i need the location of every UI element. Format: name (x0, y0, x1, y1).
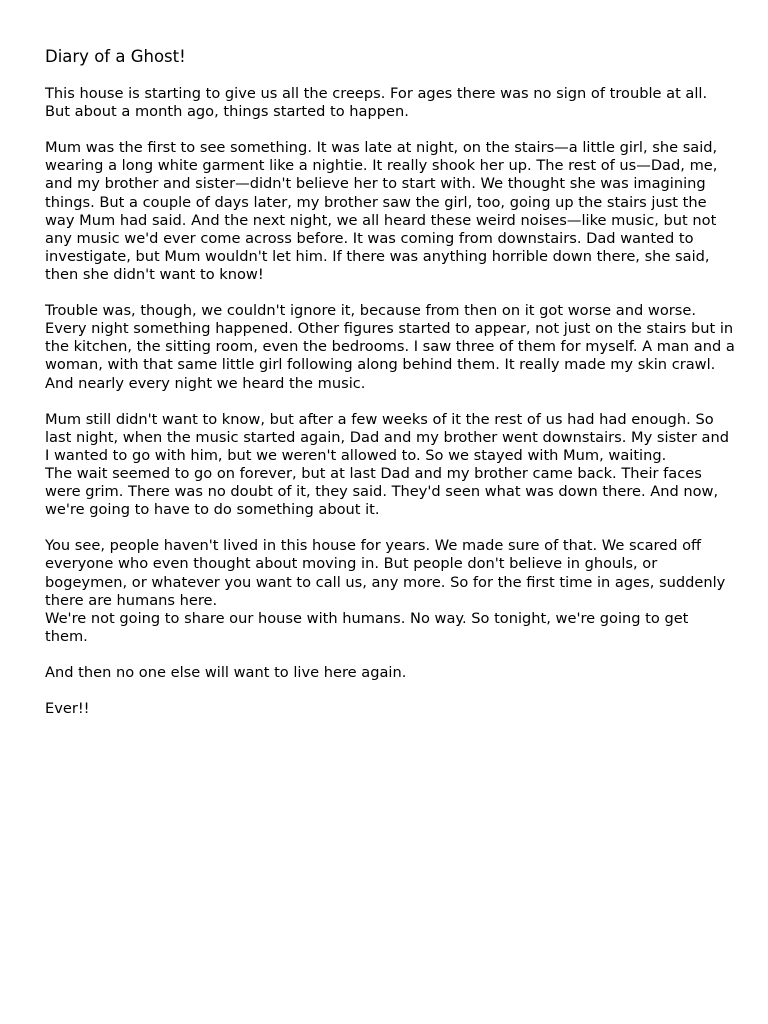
paragraph-7: We're not going to share our house with humans. No way. So tonight, we're going to get them. (45, 609, 689, 645)
paragraph-5: The wait seemed to go on forever, but at last Dad and my brother came back. Their faces were grim. There was no doubt of it, they said. They'd seen what was down there. And now, we're going to have to do something about it. (45, 464, 719, 519)
paragraph-3: Trouble was, though, we couldn't ignore it, because from then on it got worse and worse. Every night something happened. Other figures started to appear, not just on the stairs but in the kitchen, the sitting room, even the bedrooms. I saw three of them for myself. A man and a woman, with that same little girl following along behind them. It really made my skin crawl. And nearly every night we heard the music. (45, 302, 735, 392)
paragraph-9: Ever!! (45, 700, 90, 718)
paragraph-4: Mum still didn't want to know, but after a few weeks of it the rest of us had had enough. So last night, when the music started again, Dad and my brother went downstairs. My sister and I wanted to go with him, but we weren't allowed to. So we stayed with Mum, waiting. (45, 410, 729, 464)
paragraph-8: And then no one else will want to live here again. (45, 664, 407, 681)
paragraph-2: Mum was the first to see something. It was late at night, on the stairs—a little girl, she said, wearing a long white garment like a nightie. It really shook her up. The rest of us—Dad, me, and my brother and sister—didn't believe her to start with. We thought she was imagining things. But a couple of days later, my brother saw the girl, too, going up the stairs just the way Mum had said. And the next night, we all heard these weird noises—like music, but not any music we'd ever come across before. It was coming from downstairs. Dad wanted to investigate, but Mum wouldn't let him. If there was anything horrible down there, she said, then she didn't want to know! (45, 139, 718, 283)
document-title: Diary of a Ghost! (45, 47, 186, 66)
document-page (45, 46, 735, 718)
paragraph-6: You see, people haven't lived in this house for years. We made sure of that. We scared off everyone who even thought about moving in. But people don't believe in ghouls, or bogeymen, or whatever you want to call us, any more. So for the first time in ages, suddenly there are humans here. (45, 537, 726, 609)
paragraph-1: This house is starting to give us all the creeps. For ages there was no sign of trouble at all. But about a month ago, things started to happen. (45, 85, 708, 121)
